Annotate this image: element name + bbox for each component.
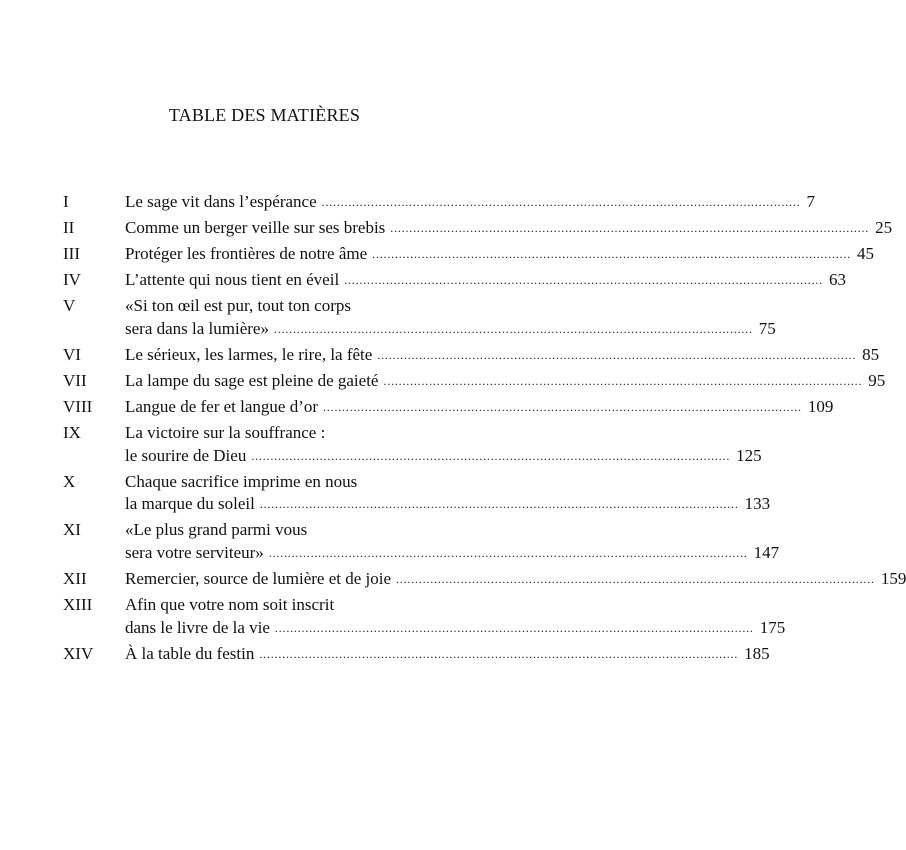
chapter-title-text: sera votre serviteur» (125, 542, 264, 562)
chapter-title-block (125, 471, 771, 516)
dot-leader (396, 568, 875, 591)
chapter-title-text: Protéger les frontières de notre âme (125, 244, 368, 264)
page-number: 147 (753, 542, 780, 562)
toc-entry (63, 217, 893, 240)
dot-leader (251, 445, 730, 468)
chapter-title-line (125, 191, 815, 214)
chapter-number: IX (63, 423, 81, 443)
chapter-title-text: Remercier, source de lumière et de joie (125, 569, 391, 589)
dot-leader (269, 542, 748, 565)
chapter-number: X (63, 471, 76, 491)
chapter-title-line (125, 471, 461, 494)
dot-leader (390, 217, 869, 240)
toc-entry (63, 295, 776, 340)
dot-leader (274, 318, 753, 341)
toc-entry (63, 643, 770, 666)
chapter-number: I (63, 192, 69, 211)
chapter-title-text: Le sage vit dans l’espérance (125, 192, 317, 211)
page-number: 45 (856, 244, 874, 264)
chapter-number: VIII (63, 397, 93, 417)
chapter-number: II (63, 218, 75, 238)
chapter-title-block (125, 519, 780, 564)
chapter-title-line (125, 217, 893, 240)
page-number: 109 (807, 397, 834, 417)
chapter-title-block (125, 643, 770, 666)
chapter-number: IV (63, 270, 81, 290)
chapter-title-block (125, 191, 815, 214)
chapter-title-text: dans le livre de la vie (125, 617, 270, 637)
toc-entry (63, 471, 771, 516)
chapter-title-line (125, 493, 771, 516)
chapter-title-block (125, 243, 874, 266)
dot-leader (383, 370, 862, 393)
dot-leader (377, 344, 856, 367)
chapter-title-text: «Le plus grand parmi vous (125, 520, 308, 540)
chapter-title-text: Chaque sacrifice imprime en nous (125, 471, 358, 491)
chapter-title-line (125, 617, 786, 640)
chapter-title-line (125, 542, 780, 565)
chapter-title-block (125, 396, 834, 419)
chapter-title-line (125, 318, 776, 341)
dot-leader (323, 396, 802, 419)
page-number: 95 (868, 371, 886, 391)
chapter-title-text: La lampe du sage est pleine de gaieté (125, 371, 379, 391)
page-number: 63 (829, 270, 846, 290)
chapter-title-block (125, 295, 776, 340)
chapter-title-line (125, 643, 770, 666)
toc-entry (63, 396, 834, 419)
chapter-title-text: le sourire de Dieu (125, 445, 247, 465)
toc-entry (63, 269, 846, 292)
table-of-contents (63, 191, 906, 669)
dot-leader (372, 243, 851, 266)
chapter-title-block (125, 568, 906, 591)
page-title: TABLE DES MATIÈRES (168, 105, 361, 125)
chapter-title-line (125, 295, 461, 318)
chapter-number: III (63, 244, 80, 264)
chapter-title-text: la marque du soleil (125, 494, 255, 514)
dot-leader (275, 617, 754, 640)
chapter-title-block (125, 594, 786, 639)
chapter-number: XII (63, 569, 87, 589)
chapter-title-text: Afin que votre nom soit inscrit (125, 595, 335, 615)
chapter-title-line (125, 594, 461, 617)
chapter-number: VII (63, 371, 87, 391)
dot-leader (259, 643, 738, 666)
chapter-title-line (125, 568, 906, 591)
page-number: 7 (806, 192, 815, 211)
toc-entry (63, 243, 874, 266)
toc-entry (63, 191, 815, 214)
chapter-number: XI (63, 520, 81, 540)
chapter-title-line (125, 396, 834, 419)
dot-leader (322, 191, 801, 214)
chapter-title-text: L’attente qui nous tient en éveil (125, 270, 340, 290)
page-number: 185 (744, 643, 770, 663)
chapter-title-line (125, 243, 874, 266)
chapter-number: V (63, 296, 76, 316)
chapter-title-line (125, 370, 886, 393)
chapter-title-text: Comme un berger veille sur ses brebis (125, 218, 386, 238)
toc-entry (63, 519, 780, 564)
chapter-title-text: «Si ton œil est pur, tout ton corps (125, 296, 351, 316)
chapter-title-text: Langue de fer et langue d’or (125, 397, 319, 417)
dot-leader (344, 269, 823, 292)
page-number: 25 (875, 218, 893, 238)
page-number: 125 (736, 445, 762, 465)
page-number: 75 (758, 318, 776, 338)
chapter-number: XIV (63, 643, 94, 663)
toc-entry (63, 568, 906, 591)
chapter-title-text: La victoire sur la souffrance : (125, 423, 326, 443)
chapter-title-block (125, 370, 886, 393)
page-number: 175 (759, 617, 786, 637)
page-number: 85 (862, 344, 880, 364)
chapter-title-line (125, 269, 846, 292)
chapter-title-block (125, 344, 880, 367)
chapter-title-line (125, 422, 461, 445)
chapter-title-line (125, 344, 880, 367)
page-number: 159 (880, 569, 906, 589)
toc-entry (63, 344, 880, 367)
chapter-title-block (125, 217, 893, 240)
page-number: 133 (744, 494, 771, 514)
chapter-title-text: À la table du festin (125, 643, 255, 663)
toc-entry (63, 594, 786, 639)
dot-leader (260, 493, 739, 516)
chapter-title-block (125, 269, 846, 292)
chapter-title-block (125, 422, 762, 467)
chapter-title-text: Le sérieux, les larmes, le rire, la fête (125, 344, 373, 364)
chapter-number: VI (63, 344, 81, 364)
chapter-number: XIII (63, 595, 93, 615)
chapter-title-text: sera dans la lumière» (125, 318, 269, 338)
chapter-title-line (125, 519, 461, 542)
toc-entry (63, 422, 762, 467)
chapter-title-line (125, 445, 762, 468)
toc-entry (63, 370, 886, 393)
